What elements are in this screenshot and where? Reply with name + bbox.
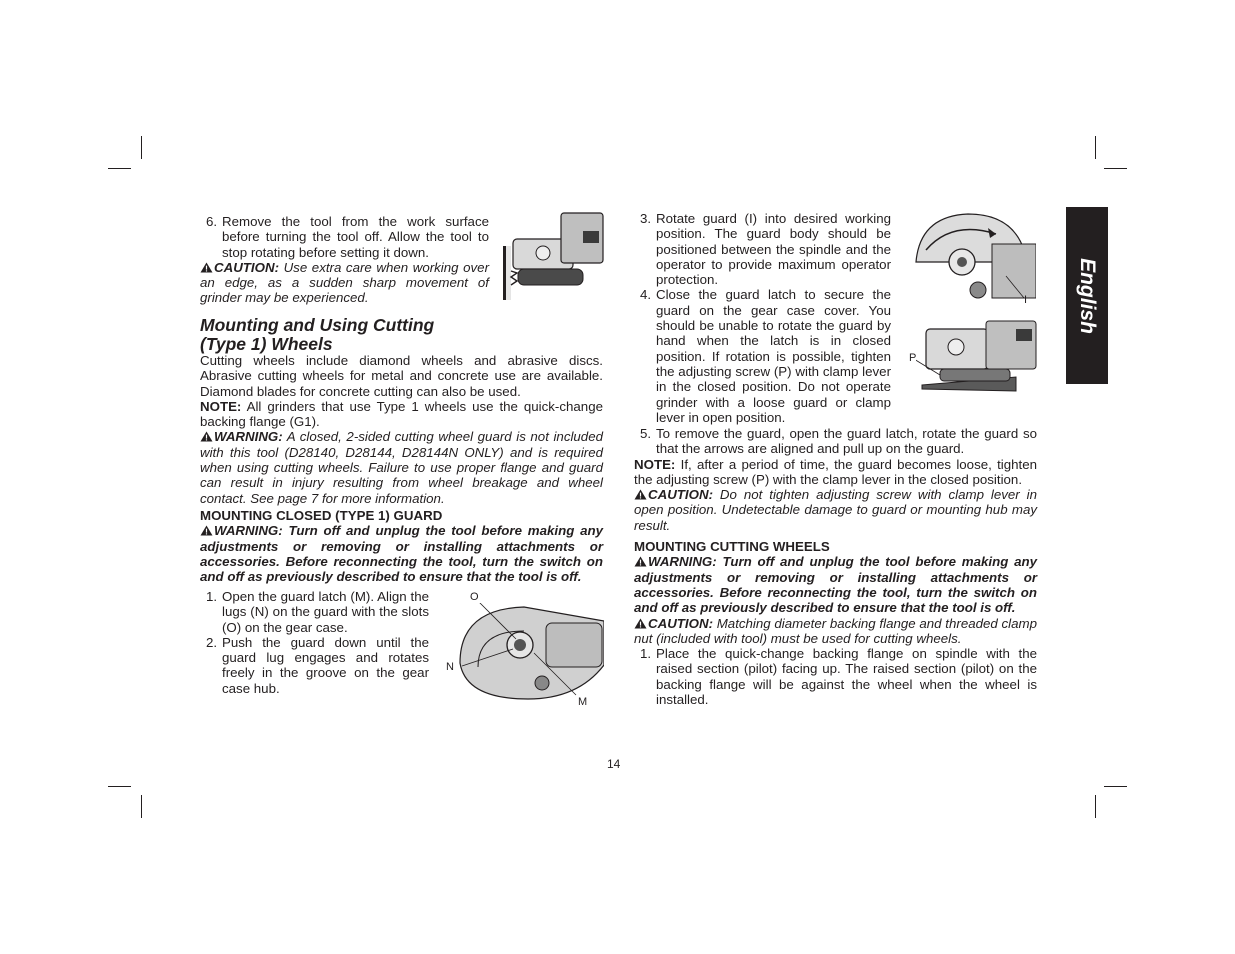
caution-block: CAUTION: Matching diameter backing flange and threaded clamp nut (included with tool) must be used for cutting wheels.	[634, 615, 1037, 646]
figure-label-p: P	[909, 352, 917, 364]
note-paragraph: NOTE: If, after a period of time, the guard becomes loose, tighten the adjusting screw (P) with the clamp lever in the closed position.	[634, 456, 1037, 487]
right-top-steps	[634, 211, 891, 425]
grinder-edge-figure	[503, 211, 605, 301]
crop-mark	[108, 786, 131, 787]
step-3: 3. Rotate guard (I) into desired working position. The guard body should be positioned between the spindle and the operator to provide maximum operator protection.	[640, 211, 891, 288]
step-2: 2. Push the guard down until the guard lug engages and rotates freely in the groove on the gear case hub.	[206, 634, 429, 696]
step-5: 5. To remove the guard, open the guard latch, rotate the guard so that the arrows are aligned and pull up on the guard.	[640, 426, 1037, 457]
section-heading: Mounting and Using Cutting (Type 1) Wheels	[200, 315, 435, 354]
figure-label-i: I	[1024, 294, 1028, 306]
step-1: 1. Place the quick-change backing flange on spindle with the raised section (pilot) facing up. The raised section (pilot) on the backing flange will be against the wheel when the wheel is installed.	[640, 646, 1037, 708]
left-top-text	[200, 214, 489, 306]
left-steps	[200, 589, 429, 696]
crop-mark	[1095, 795, 1096, 818]
left-main-text	[200, 316, 603, 584]
warning-triangle-icon	[200, 262, 213, 273]
crop-mark	[141, 136, 142, 159]
figure-label-n: N	[446, 661, 454, 673]
step-1: 1. Open the guard latch (M). Align the lugs (N) on the guard with the slots (O) on the gear case.	[206, 589, 429, 635]
crop-mark	[1104, 168, 1127, 169]
warning-triangle-icon	[200, 525, 213, 536]
warning-triangle-icon	[200, 431, 213, 442]
caution-block: CAUTION: Do not tighten adjusting screw with clamp lever in open position. Undetectable damage to guard or mounting hub may result.	[634, 487, 1037, 533]
warning-paragraph: WARNING: Turn off and unplug the tool before making any adjustments or removing or installing attachments or accessories. Before reconnecting the tool, turn the switch on and off as previously described to ensure that the tool is off.	[200, 523, 603, 585]
step-6: 6. Remove the tool from the work surface before turning the tool off. Allow the tool to stop rotating before setting it down.	[206, 214, 489, 260]
subheading: MOUNTING CUTTING WHEELS	[634, 539, 830, 555]
crop-mark	[141, 795, 142, 818]
warning-triangle-icon	[634, 556, 647, 567]
warning-paragraph: WARNING: Turn off and unplug the tool before making any adjustments or removing or installing attachments or accessories. Before reconnecting the tool, turn the switch on and off as previously described to ensure that the tool is off.	[634, 554, 1037, 616]
crop-mark	[1104, 786, 1127, 787]
note-paragraph: NOTE: All grinders that use Type 1 wheels use the quick-change backing flange (G1).	[200, 398, 603, 430]
language-tab-label: English	[1076, 257, 1099, 334]
warning-paragraph: WARNING: A closed, 2-sided cutting wheel guard is not included with this tool (D28140, D28144, D28144N ONLY) and is required when using cutting wheels. Failure to use proper flange and guard can result in injury resulting from wheel breakage and wheel contact. See page 7 for more information.	[200, 429, 603, 506]
caution-block: CAUTION: Use extra care when working over an edge, as a sudden sharp movement of grinder may be experienced.	[200, 259, 489, 306]
language-tab	[1066, 207, 1108, 384]
right-main-text	[634, 426, 1037, 707]
adjusting-screw-figure	[916, 319, 1038, 399]
subheading: MOUNTING CLOSED (TYPE 1) GUARD	[200, 507, 443, 523]
intro-paragraph: Cutting wheels include diamond wheels and abrasive discs. Abrasive cutting wheels for metal and concrete use are available. Diamond blades for concrete cutting can also be used.	[200, 353, 603, 399]
step-4: 4. Close the guard latch to secure the guard on the gear case cover. You should be unable to rotate the guard by hand when the latch is in closed position. If rotation is possible, tighten the adjusting screw (P) with clamp lever in the closed position. Do not operate grinder with a loose guard or clamp lever in open position.	[640, 287, 891, 425]
warning-triangle-icon	[634, 618, 647, 629]
crop-mark	[1095, 136, 1096, 159]
figure-label-m: M	[578, 696, 588, 708]
guard-mounting-figure	[458, 603, 604, 703]
page-number: 14	[607, 757, 621, 771]
rotate-guard-figure	[912, 210, 1036, 306]
warning-triangle-icon	[634, 489, 647, 500]
figure-label-o: O	[470, 591, 479, 603]
crop-mark	[108, 168, 131, 169]
